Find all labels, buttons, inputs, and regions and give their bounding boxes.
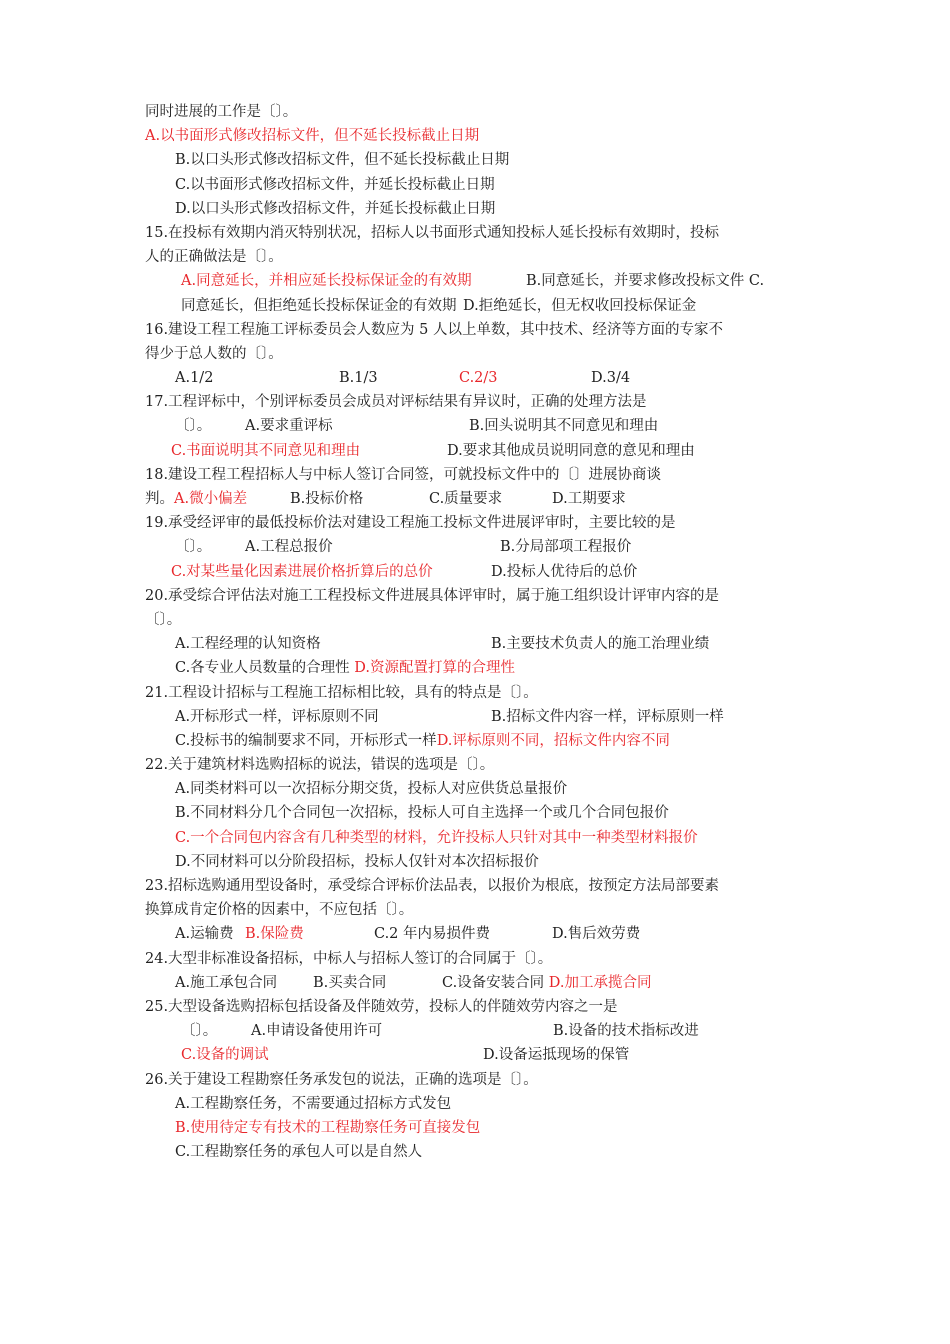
question-14-option-d [145,197,805,221]
question-20-option-b: B.主要技术负责人的施工治理业绩 [491,636,710,653]
question-15-option-a: A.同意延长，并相应延长投标保证金的有效期 [181,273,472,290]
question-20-options-row1 [145,632,805,656]
question-21-options-row2 [145,729,805,753]
text: 15.在投标有效期内消灭特别状况，招标人以书面形式通知投标人延长投标有效期时，投标 [145,224,720,241]
question-26-option-b [145,1116,805,1140]
text: 22.关于建筑材料选购招标的说法，错误的选项是〔〕。 [145,757,495,774]
question-24-option-d: D.加工承揽合同 [548,974,652,991]
question-24-option-a: A.施工承包合同 [175,974,278,991]
question-20-option-a: A.工程经理的认知资格 [175,636,321,653]
question-17-stem [145,390,805,414]
question-25-option-b: B.设备的技术指标改进 [553,1023,699,1040]
question-14-option-c [145,173,805,197]
question-20-option-d: D.资源配置打算的合理性 [354,660,516,677]
question-22-option-c [145,826,805,850]
text: 26.关于建设工程勘察任务承发包的说法，正确的选项是〔〕。 [145,1071,538,1088]
question-23-option-b: B.保险费 [245,926,304,943]
text: 18.建设工程工程招标人与中标人签订合同签，可就投标文件中的〔〕进展协商谈 [145,466,662,483]
answer-text: B.使用待定专有技术的工程勘察任务可直接发包 [175,1119,481,1136]
question-15-option-b: B.同意延长，并要求修改投标文件 [526,273,745,290]
question-26-option-c [145,1140,805,1164]
text: 人的正确做法是〔〕。 [145,249,283,266]
question-17-option-a: A.要求重评标 [245,418,333,435]
answer-text: C.一个合同包内容含有几种类型的材料，允许投标人只针对其中一种类型材料报价 [175,829,698,846]
text: C.以书面形式修改招标文件，并延长投标截止日期 [175,176,495,193]
question-19-bracket: 〔〕。 [175,539,212,556]
question-22-option-d [145,850,805,874]
question-19-options-row2 [145,560,805,584]
question-17-options-row1 [145,414,805,438]
text: B.不同材料分几个合同包一次招标，投标人可自主选择一个或几个合同包报价 [175,805,669,822]
question-19-stem [145,511,805,535]
text: 20.承受综合评估法对施工工程投标文件进展具体评审时，属于施工组织设计评审内容的是 [145,587,720,604]
question-16-options [145,366,805,390]
question-18-option-c: C.质量要求 [429,491,503,507]
question-14-option-b [145,148,805,172]
question-15-option-c: 同意延长，但拒绝延长投标保证金的有效期 [181,297,457,314]
text: 〔〕。 [145,611,182,628]
text: B.以口头形式修改招标文件，但不延长投标截止日期 [175,152,510,169]
text: 25.大型设备选购招标包括设备及伴随效劳，投标人的伴随效劳内容之一是 [145,998,618,1015]
question-23-stem [145,874,805,898]
question-23-stem-cont [145,898,805,922]
question-24-option-c: C.设备安装合同 [442,974,545,991]
question-15-options-row1 [145,269,805,293]
question-25-options-row1 [145,1019,805,1043]
question-15-option-c-label: C. [748,273,765,290]
text: 换算成肯定价格的因素中，不应包括〔〕。 [145,902,414,919]
question-25-option-a: A.申请设备使用许可 [251,1023,383,1040]
question-25-option-d: D.设备运抵现场的保管 [483,1047,630,1064]
question-20-stem [145,584,805,608]
question-21-options-row1 [145,705,805,729]
question-19-option-b: B.分局部项工程报价 [500,539,632,556]
text: 得少于总人数的〔〕。 [145,345,283,362]
exam-questions [145,100,805,1164]
question-23-option-c: C.2 年内易损件费 [374,926,491,943]
question-20-options-row2 [145,656,805,680]
question-16-option-a: A.1/2 [175,370,214,387]
question-15-stem-cont [145,245,805,269]
question-24-option-b: B.买卖合同 [313,974,387,991]
question-21-stem [145,681,805,705]
text: 16.建设工程工程施工评标委员会人数应为 5 人以上单数，其中技术、经济等方面的专家不 [145,321,723,338]
text: A.同类材料可以一次招标分期交货，投标人对应供货总量报价 [175,781,568,798]
question-21-option-a: A.开标形式一样，评标原则不同 [175,708,379,725]
question-24-stem [145,947,805,971]
question-18-stem-cont: 判。 [145,491,174,507]
question-19-option-c: C.对某些量化因素进展价格折算后的总价 [171,563,433,580]
text: 24.大型非标准设备招标，中标人与招标人签订的合同属于〔〕。 [145,950,553,967]
question-21-option-c: C.投标书的编制要求不同，开标形式一样 [175,732,437,749]
question-16-stem [145,318,805,342]
text: 17.工程评标中，个别评标委员会成员对评标结果有异议时，正确的处理方法是 [145,394,647,411]
question-18-option-d: D.工期要求 [552,491,626,507]
question-22-option-a [145,777,805,801]
question-26-option-a [145,1092,805,1116]
question-25-stem [145,995,805,1019]
question-25-option-c: C.设备的调试 [181,1047,269,1064]
text: A.工程勘察任务，不需要通过招标方式发包 [175,1095,452,1112]
question-14-option-a [145,124,805,148]
question-17-options-row2 [145,439,805,463]
question-23-option-a: A.运输费 [175,926,234,943]
question-20-option-c: C.各专业人员数量的合理性 [175,660,350,677]
question-19-option-a: A.工程总报价 [245,539,333,556]
question-18-option-a: A.微小偏差 [174,491,248,507]
text: 同时进展的工作是〔〕。 [145,104,298,120]
question-19-options-row1 [145,535,805,559]
text: 23.招标选购通用型设备时，承受综合评标价法品表，以报价为根底，按预定方法局部要素 [145,878,720,894]
text: D.以口头形式修改招标文件，并延长投标截止日期 [175,200,496,217]
question-17-bracket: 〔〕。 [175,418,212,435]
text: D.不同材料可以分阶段招标，投标人仅针对本次招标报价 [175,853,539,870]
text: 21.工程设计招标与工程施工招标相比较，具有的特点是〔〕。 [145,684,538,701]
question-25-options-row2 [145,1043,805,1067]
question-15-options-row2 [145,294,805,318]
question-16-option-d: D.3/4 [591,370,631,387]
question-15-option-d: D.拒绝延长，但无权收回投标保证金 [463,297,697,314]
question-17-option-c: C.书面说明其不同意见和理由 [171,442,361,459]
question-18-option-b: B.投标价格 [290,491,364,507]
question-17-option-d: D.要求其他成员说明同意的意见和理由 [447,442,695,459]
question-19-option-d: D.投标人优待后的总价 [491,563,638,580]
question-25-bracket: 〔〕。 [181,1023,218,1040]
question-21-option-d: D.评标原则不同，招标文件内容不同 [436,732,670,749]
question-23-option-d: D.售后效劳费 [552,926,641,943]
question-14-stem [145,100,805,124]
text: C.工程勘察任务的承包人可以是自然人 [175,1144,423,1161]
question-22-stem [145,753,805,777]
question-16-option-b: B.1/3 [339,370,378,387]
question-21-option-b: B.招标文件内容一样，评标原则一样 [491,708,724,725]
question-20-stem-cont [145,608,805,632]
question-17-option-b: B.回头说明其不同意见和理由 [469,418,659,435]
question-22-option-b [145,801,805,825]
question-16-stem-cont [145,342,805,366]
question-23-options [145,922,805,946]
question-18-options [145,487,805,511]
question-18-stem [145,463,805,487]
text: 19.承受经评审的最低投标价法对建设工程施工投标文件进展评审时，主要比较的是 [145,515,676,532]
question-26-stem [145,1068,805,1092]
question-24-options [145,971,805,995]
question-15-stem [145,221,805,245]
answer-text: A.以书面形式修改招标文件，但不延长投标截止日期 [145,128,480,145]
question-16-option-c: C.2/3 [459,370,498,387]
